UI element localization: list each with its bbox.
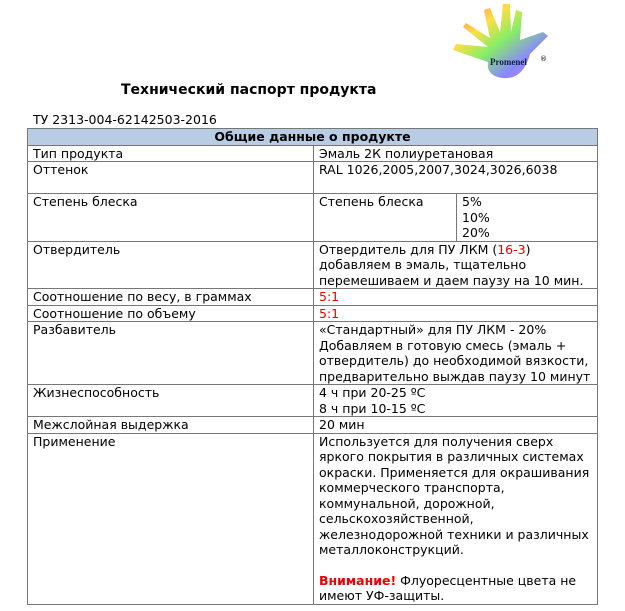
row-label: Соотношение по весу, в граммах [28,289,314,306]
row-value: Используется для получения сверх яркого покрытия в различных системах окраски. Применяется для окрашивания коммерческого транспорта, коммунальной, дорожной, сельскохозяйственной, железнодорожной техники и различных металлоконструкций. Внимание! Флуоресцентные цвета не имеют УФ-защиты. [314,433,598,604]
table-row [28,162,598,194]
row-value: 4 ч при 20-25 ºС 8 ч при 10-15 ºС [314,385,598,417]
row-label: Межслойная выдержка [28,417,314,434]
product-data-table [27,128,598,605]
row-value: 5:1 [314,305,598,322]
table-row [28,194,598,242]
warning-label: Внимание! [319,572,397,588]
spec-number: ТУ 2313-004-62142503-2016 [33,112,217,127]
page-title: Технический паспорт продукта [121,82,377,98]
table-row [28,385,598,417]
row-value: 20 мин [314,417,598,434]
table-header: Общие данные о продукте [28,129,598,146]
table-row [28,322,598,385]
table-row [28,241,598,289]
promenel-hand-logo [448,2,558,80]
row-label: Отвердитель [28,241,314,289]
row-value: 5:1 [314,289,598,306]
gloss-values: 5% 10% 20% [457,194,598,241]
table-row [28,289,598,306]
row-label: Применение [28,433,314,604]
row-value: «Стандартный» для ПУ ЛКМ - 20% Добавляем в готовую смесь (эмаль + отвердитель) до необходимой вязкости, предварительно выждав паузу 10 минут [314,322,598,385]
gloss-sublabel: Степень блеска [319,194,424,209]
row-label: Жизнеспособность [28,385,314,417]
svg-text:Promenel: Promenel [490,57,527,67]
table-row [28,433,598,604]
row-label: Тип продукта [28,145,314,162]
row-value: Эмаль 2К полиуретановая [314,145,598,162]
row-label: Разбавитель [28,322,314,385]
registered-mark: ® [540,55,547,63]
row-value: RAL 1026,2005,2007,3024,3026,6038 [314,162,598,194]
table-row [28,145,598,162]
table-row [28,305,598,322]
row-label: Оттенок [28,162,314,194]
row-value: Отвердитель для ПУ ЛКМ (16-3) добавляем в эмаль, тщательно перемешиваем и даем паузу на 10 мин. [314,241,598,289]
row-label: Соотношение по объему [28,305,314,322]
table-row [28,417,598,434]
row-label: Степень блеска [28,194,314,242]
